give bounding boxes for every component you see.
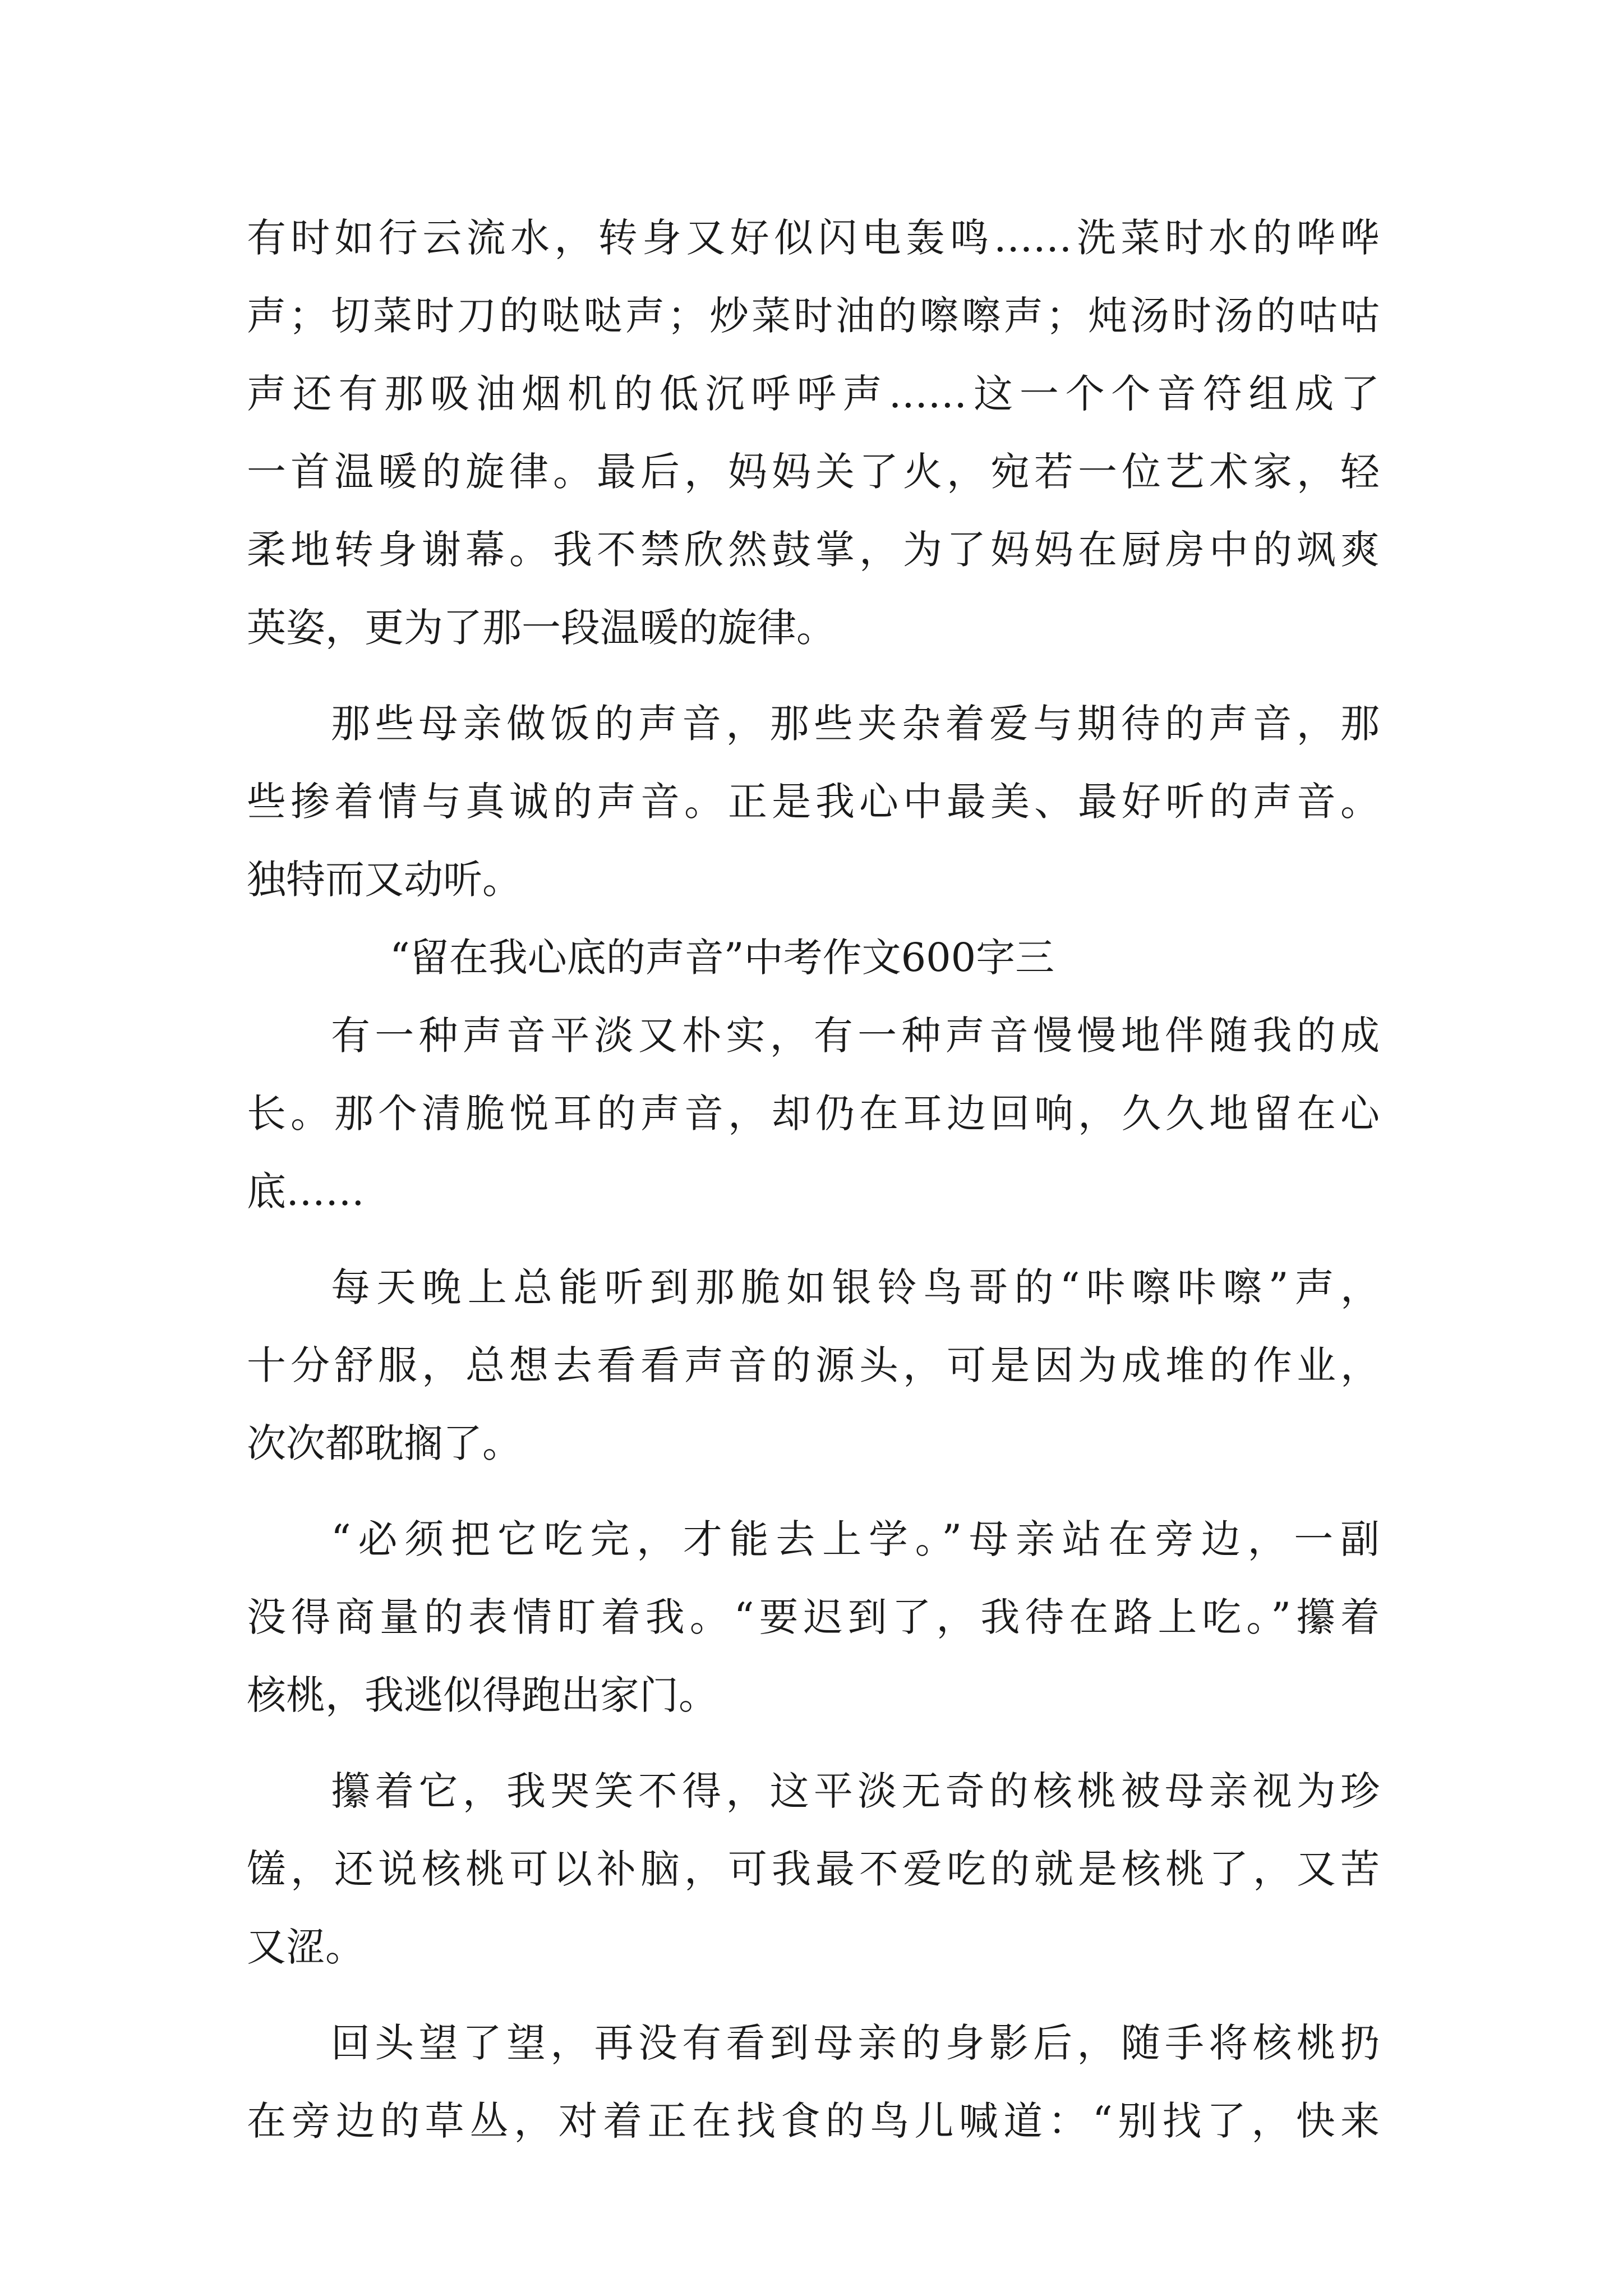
text-line: 有一种声音平淡又朴实，有一种声音慢慢地伴随我的成 (331, 1013, 1380, 1059)
section-heading: “留在我心底的声音”中考作文600字三 (390, 935, 1055, 981)
text-line: 英姿，更为了那一段温暖的旋律。 (247, 605, 836, 651)
text-line: 声还有那吸油烟机的低沉呼呼声……这一个个音符组成了 (247, 371, 1380, 417)
text-line: 回头望了望，再没有看到母亲的身影后，随手将核桃扔 (331, 2020, 1380, 2066)
text-line: 十分舒服，总想去看看声音的源头，可是因为成堆的作业， (247, 1342, 1380, 1388)
text-line: 独特而又动听。 (247, 857, 522, 903)
text-line: 一首温暖的旋律。最后，妈妈关了火，宛若一位艺术家，轻 (247, 449, 1380, 495)
text-line: 在旁边的草丛，对着正在找食的鸟儿喊道：“别找了，快来 (247, 2098, 1380, 2144)
text-line: 次次都耽搁了。 (247, 1420, 522, 1466)
text-line: 那些母亲做饭的声音，那些夹杂着爱与期待的声音，那 (331, 701, 1380, 747)
text-line: 每天晚上总能听到那脆如银铃鸟哥的“咔嚓咔嚓”声， (331, 1264, 1380, 1310)
text-line: 柔地转身谢幕。我不禁欣然鼓掌，为了妈妈在厨房中的飒爽 (247, 527, 1380, 573)
text-line: 馐，还说核桃可以补脑，可我最不爱吃的就是核桃了，又苦 (247, 1846, 1380, 1892)
text-line: 没得商量的表情盯着我。“要迟到了，我待在路上吃。”攥着 (247, 1594, 1380, 1640)
text-line: 底…… (247, 1168, 365, 1214)
text-line: 长。那个清脆悦耳的声音，却仍在耳边回响，久久地留在心 (247, 1091, 1380, 1137)
text-line: 攥着它，我哭笑不得，这平淡无奇的核桃被母亲视为珍 (331, 1768, 1380, 1814)
text-line: 有时如行云流水，转身又好似闪电轰鸣……洗菜时水的哗哗 (247, 215, 1380, 261)
document-body (247, 199, 1380, 2160)
text-line: 些掺着情与真诚的声音。正是我心中最美、最好听的声音。 (247, 779, 1380, 825)
text-line: “必须把它吃完，才能去上学。”母亲站在旁边，一副 (331, 1516, 1380, 1562)
text-line: 声；切菜时刀的哒哒声；炒菜时油的嚓嚓声；炖汤时汤的咕咕 (247, 293, 1380, 339)
text-line: 核桃，我逃似得跑出家门。 (247, 1672, 718, 1718)
text-line: 又涩。 (247, 1924, 365, 1970)
